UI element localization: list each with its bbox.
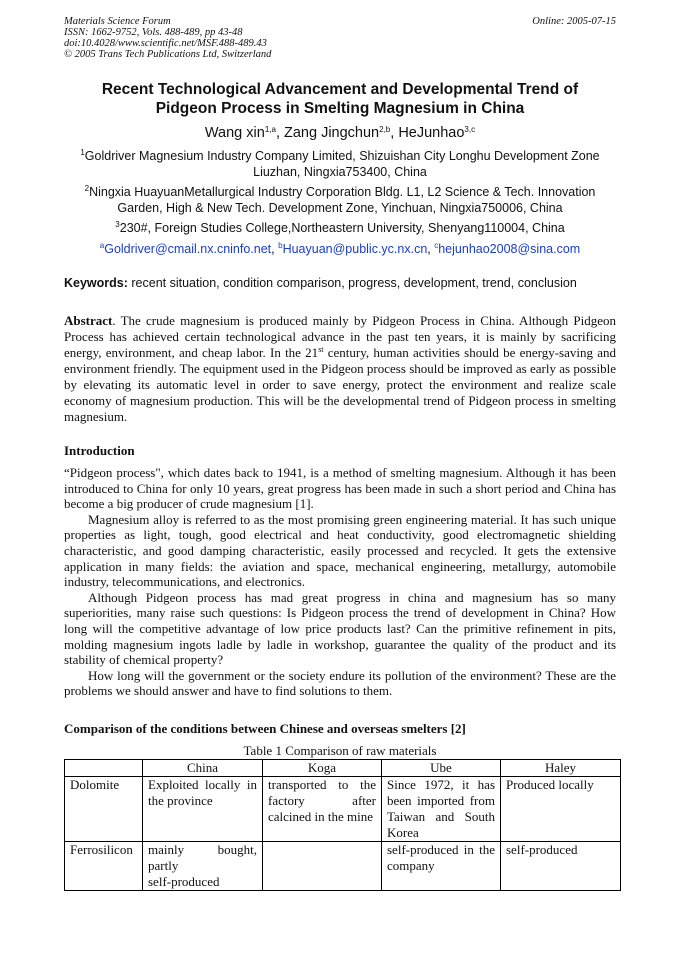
column-header: Ube <box>382 760 501 777</box>
table-cell: self-produced in the company <box>382 842 501 891</box>
comparison-heading: Comparison of the conditions between Chinese and overseas smelters [2] <box>64 721 466 736</box>
email-sup: b <box>278 241 283 250</box>
abstract-text: . The crude magnesium is produced mainly by Pidgeon Process in China. Although Pidgeon Process has achieved certain technological advance in the past ten years, it is mainly by sacrificing energy, environment, and cheap labor. In the 21 <box>64 313 616 360</box>
raw-materials-table <box>64 759 621 891</box>
abstract-text: century, human activities should be energy-saving and environment friendly. The equipment used in the Pidgeon process should be improved as early as possible by elevating its automatic level in order to save energy, protect the environment and realize scale economy of magnesium production. This will be the developmental trend of Pidgeon process in smelting magnesium. <box>64 345 616 424</box>
table-cell <box>263 842 382 891</box>
email-list: $^a$Goldriver@cmail.nx.cninfo.net, $^b$Huayuan@public.yc.nx.cn, $^c$hejunhao2008@sina.com <box>99 241 581 256</box>
affiliation-line: 230#, Foreign Studies College,Northeastern University, Shenyang110004, China <box>119 221 565 235</box>
doi-line: doi:10.4028/www.scientific.net/MSF.488-489.43 <box>64 38 267 49</box>
paper-title <box>64 80 616 118</box>
affiliation-1 <box>64 148 616 180</box>
affiliation-line: Goldriver Magnesium Industry Company Limited, Shizuishan City Longhu Development Zone <box>84 149 600 163</box>
issn-line: ISSN: 1662-9752, Vols. 488-489, pp 43-48 <box>64 27 243 38</box>
title-line-2: Pidgeon Process in Smelting Magnesium in China <box>155 100 525 117</box>
keywords <box>64 276 624 290</box>
column-header: China <box>143 760 263 777</box>
affiliation-3 <box>64 220 616 236</box>
email-link[interactable]: Goldriver@cmail.nx.cninfo.net <box>104 242 272 256</box>
online-date: Online: 2005-07-15 <box>532 16 616 27</box>
table-row <box>65 842 621 891</box>
introduction-heading: Introduction <box>64 443 135 458</box>
email-sup: a <box>99 241 105 250</box>
table-cell: mainly bought, partly self-produced <box>143 842 263 891</box>
table-row <box>65 777 621 842</box>
author-name: HeJunhao <box>398 125 465 141</box>
email-sup: c <box>434 241 439 250</box>
affiliation-line: Ningxia HuayuanMetallurgical Industry Corporation Bldg. L1, L2 Science & Tech. Innovation <box>89 185 596 199</box>
author-name: Zang Jingchun <box>284 125 380 141</box>
paragraph: Magnesium alloy is referred to as the most promising green engineering material. It has such unique properties as light, tough, good electrical and heat conductivity, good electromagnetic shielding characteristic, and good damping characteristic, easily processed and recycled. It gets the extensive application in many fields: the aviation and space, mechanical engineering, metallurgy, automobile industry, telecommunications, and electronics. <box>64 511 616 590</box>
table-cell: Dolomite <box>65 777 143 842</box>
paragraph: Although Pidgeon process has mad great progress in china and magnesium has so many superiorities, many raise such questions: Is Pidgeon process the trend of development in China? How long will the competitive advantage of low price products last? Can the primitive refinement in pits, molding magnesium ingots ladle by ladle in workshop, guarantee the quality of the product and its stability of chemical property? <box>64 589 616 668</box>
copyright-line: © 2005 Trans Tech Publications Ltd, Switzerland <box>64 49 272 60</box>
table-cell: Exploited locally in the province <box>143 777 263 842</box>
table-cell: Since 1972, it has been imported from Taiwan and South Korea <box>382 777 501 842</box>
column-header: Haley <box>501 760 621 777</box>
table-cell: Produced locally <box>501 777 621 842</box>
introduction-body <box>64 465 616 699</box>
affiliation-number: 1 <box>80 148 85 157</box>
table-caption: Table 1 Comparison of raw materials <box>243 743 437 758</box>
paragraph: How long will the government or the society endure its pollution of the environment? These are the problems we should answer and have to find solutions to them. <box>64 667 616 699</box>
author-sup: 3,c <box>464 125 476 134</box>
abstract-label: Abstract <box>64 313 113 328</box>
table-cell: self-produced <box>501 842 621 891</box>
table-cell: Ferrosilicon <box>65 842 143 891</box>
author-list: Wang xin$^{1,a}$, Zang Jingchun$^{2,b}$, HeJunhao$^{3,c}$ <box>204 125 476 141</box>
affiliation-line: Liuzhan, Ningxia753400, China <box>253 165 427 179</box>
abstract-sup: st <box>318 345 324 354</box>
affiliation-number: 3 <box>115 220 120 229</box>
author-sup: 1,a <box>264 125 276 134</box>
author-sup: 2,b <box>379 125 391 134</box>
journal-name: Materials Science Forum <box>64 16 171 27</box>
journal-header <box>64 16 616 60</box>
keywords-label: Keywords: <box>64 276 128 290</box>
keywords-text: recent situation, condition comparison, progress, development, trend, conclusion <box>127 276 577 290</box>
email-link[interactable]: Huayuan@public.yc.nx.cn <box>282 242 428 256</box>
affiliation-line: Garden, High & New Tech. Development Zone, Yinchuan, Ningxia750006, China <box>117 201 563 215</box>
paragraph: “Pidgeon process", which dates back to 1941, is a method of smelting magnesium. Although it has been introduced to China for only 10 years, great progress has been made in such a short period and China has become a big producer of crude magnesium [1]. <box>64 465 616 512</box>
abstract <box>64 313 616 425</box>
affiliation-2 <box>64 184 616 216</box>
title-line-1: Recent Technological Advancement and Developmental Trend of <box>101 81 579 98</box>
table-cell: transported to the factory after calcined in the mine <box>263 777 382 842</box>
email-link[interactable]: hejunhao2008@sina.com <box>438 242 581 256</box>
affiliation-number: 2 <box>84 184 90 193</box>
table-header-row <box>65 760 621 777</box>
author-name: Wang xin <box>204 125 265 141</box>
column-header: Koga <box>263 760 382 777</box>
column-header <box>65 760 143 777</box>
